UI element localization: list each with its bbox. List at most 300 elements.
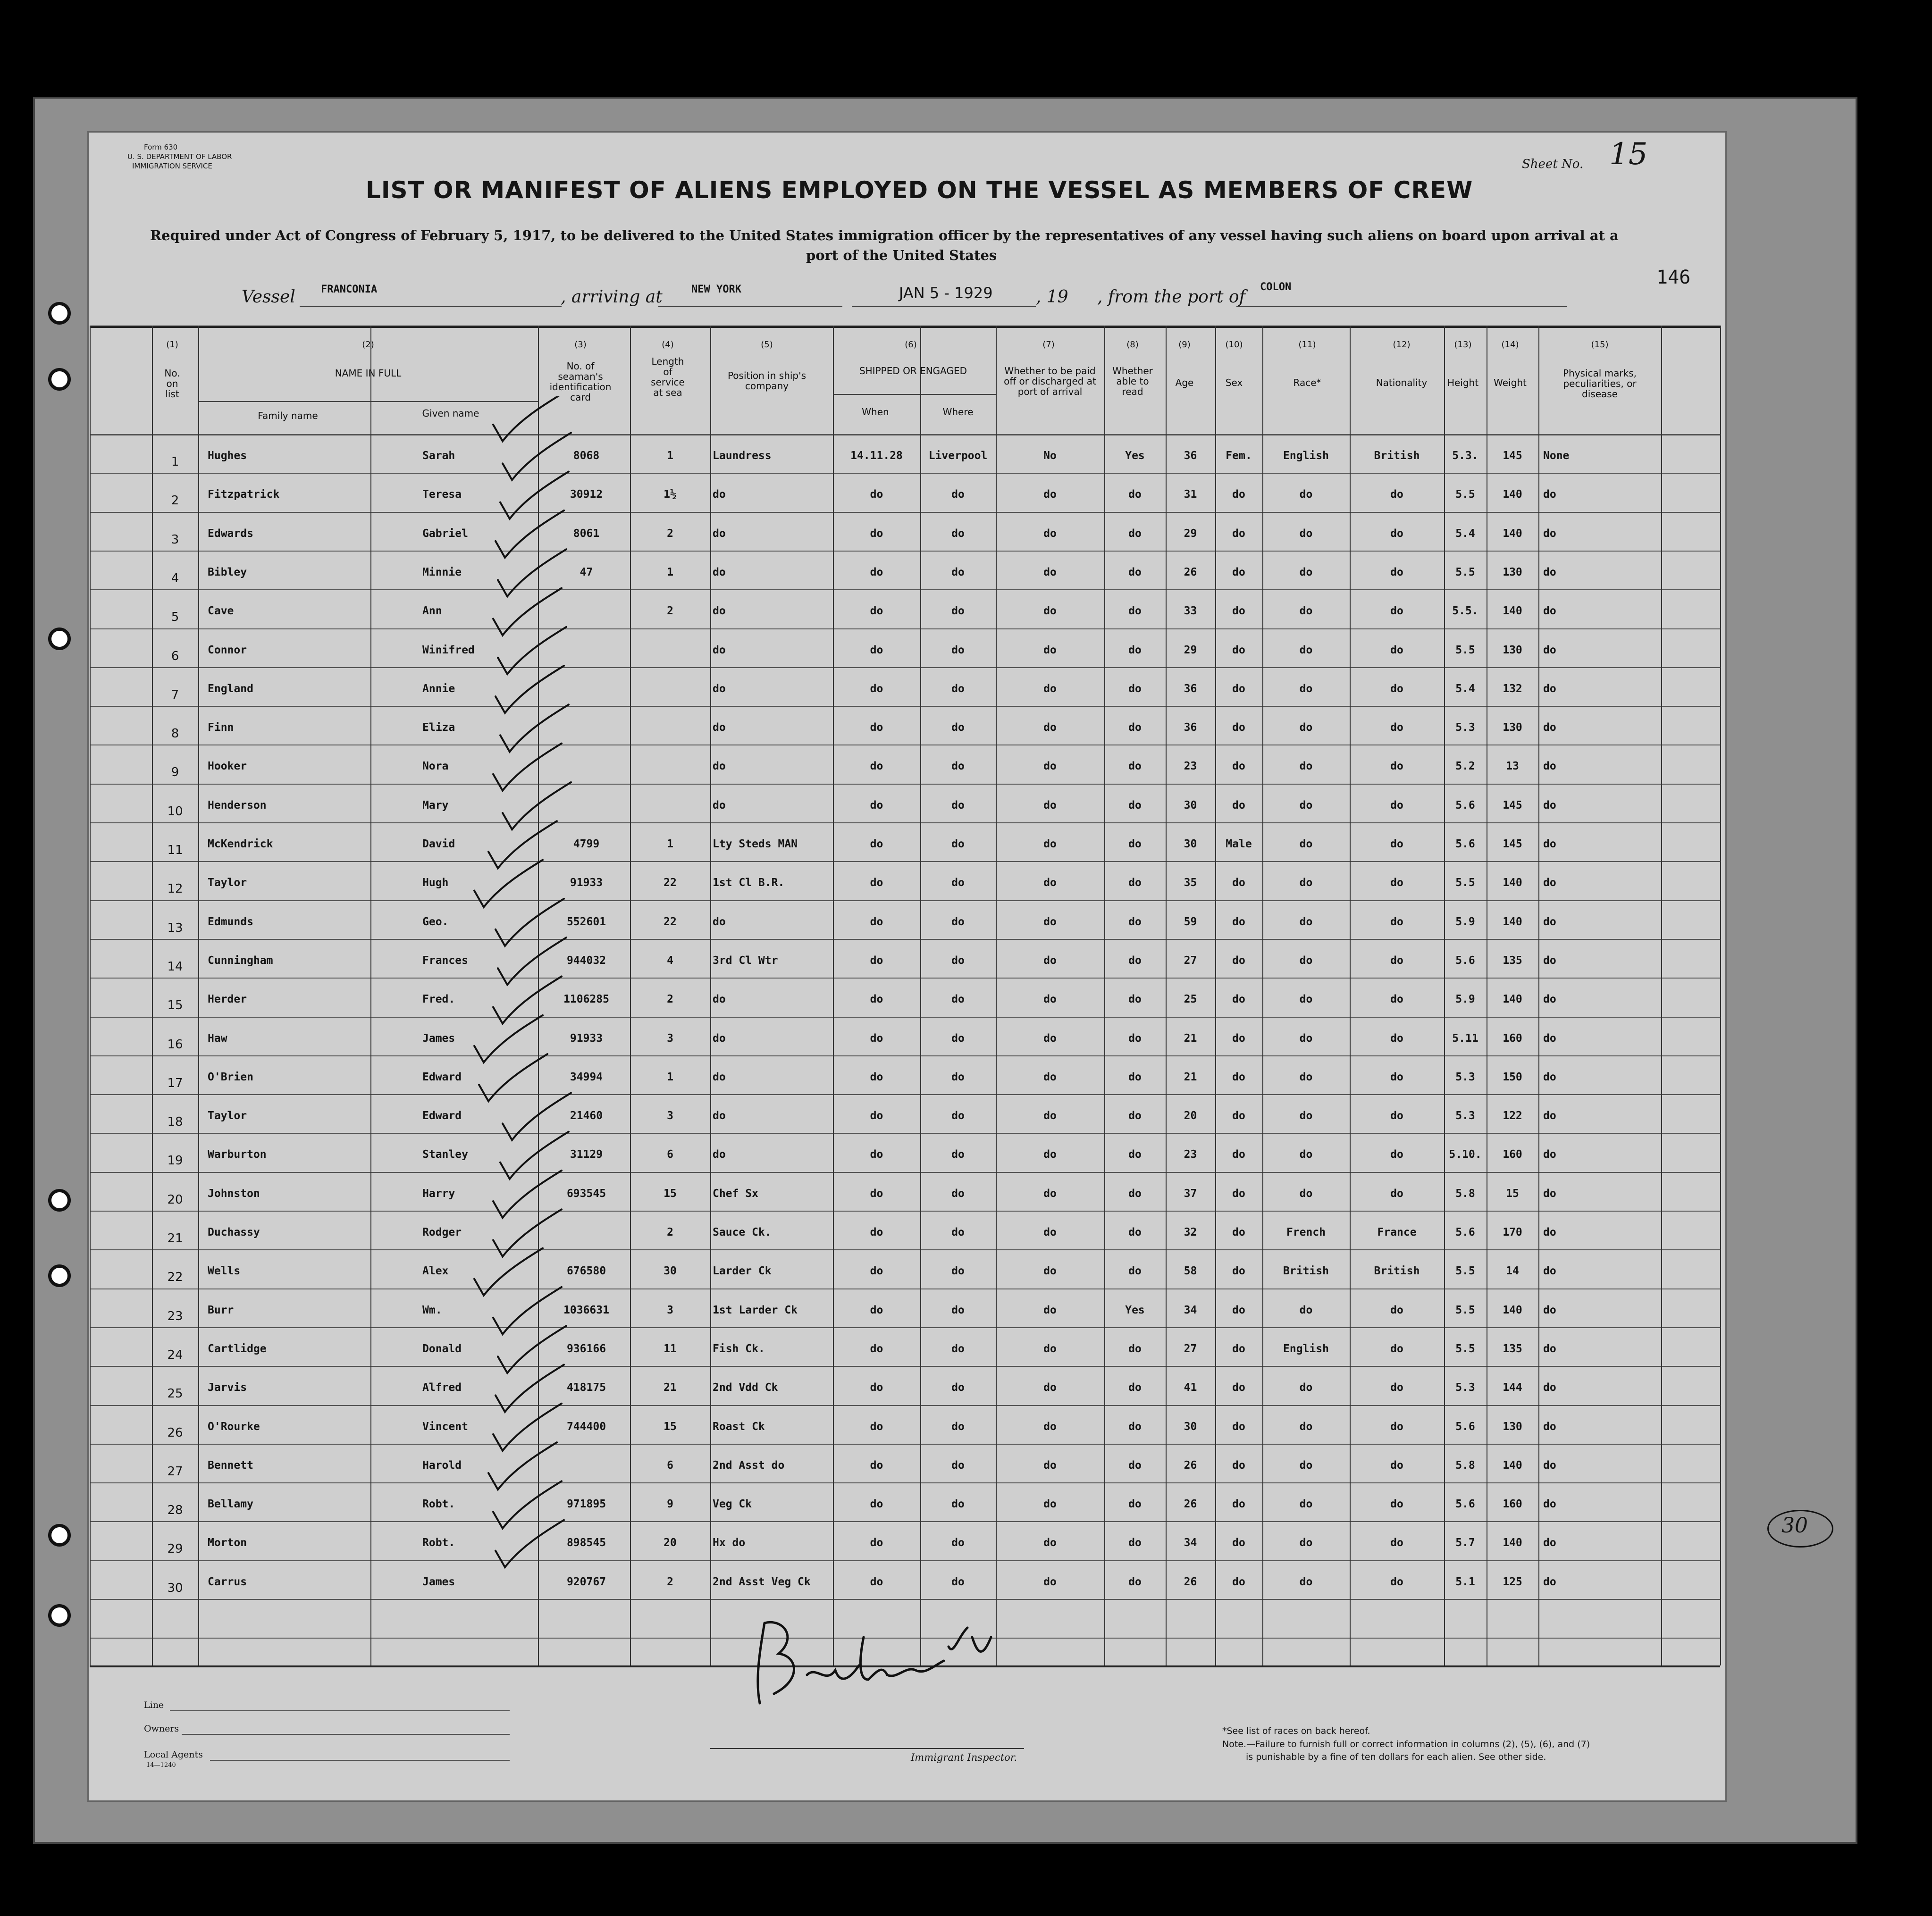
physical-marks: do	[1543, 682, 1556, 695]
nationality: do	[1390, 1498, 1403, 1511]
nationality: do	[1390, 954, 1403, 967]
service-length: 4	[667, 954, 673, 967]
paid-off: do	[1043, 1381, 1057, 1394]
able-to-read: do	[1128, 877, 1142, 889]
shipped-when: 14.11.28	[850, 450, 903, 462]
able-to-read: do	[1128, 1575, 1142, 1588]
shipped-where: do	[951, 1381, 965, 1394]
id-card: 418175	[566, 1381, 606, 1394]
given-name: David	[422, 838, 455, 850]
shipped-where: do	[951, 605, 965, 618]
weight: 15	[1506, 1187, 1519, 1200]
page-number: 146	[1656, 267, 1691, 288]
service-length: 21	[664, 1381, 677, 1394]
race: do	[1299, 721, 1313, 734]
binder-hole	[48, 368, 71, 391]
sex: do	[1232, 488, 1245, 501]
shipped-where: Liverpool	[928, 450, 988, 462]
nationality: do	[1390, 1032, 1403, 1045]
paid-off: do	[1043, 644, 1057, 656]
from-label: , from the port of	[1097, 287, 1245, 307]
age: 26	[1184, 566, 1197, 578]
age: 27	[1184, 954, 1197, 967]
height: 5.3.	[1452, 450, 1478, 462]
col-head-6: SHIPPED OR ENGAGED	[859, 365, 967, 377]
nationality: do	[1390, 1420, 1403, 1433]
id-card: 552601	[566, 915, 606, 928]
shipped-where: do	[951, 1187, 965, 1200]
nationality: do	[1390, 799, 1403, 812]
age: 37	[1184, 1187, 1197, 1200]
age: 30	[1184, 1420, 1197, 1433]
shipped-when: do	[870, 1420, 883, 1433]
paid-off: do	[1043, 993, 1057, 1006]
height: 5.5	[1455, 566, 1475, 578]
race: do	[1299, 1110, 1313, 1122]
weight: 125	[1503, 1575, 1522, 1588]
age: 36	[1184, 450, 1197, 462]
row-number: 17	[167, 1076, 183, 1090]
id-card: 744400	[566, 1420, 606, 1433]
race: do	[1299, 1187, 1313, 1200]
sex: do	[1232, 1342, 1245, 1355]
family-name: Johnston	[208, 1187, 260, 1200]
weight: 130	[1503, 721, 1522, 734]
sheet-number: 15	[1609, 137, 1648, 172]
family-name: Burr	[208, 1304, 234, 1316]
shipped-when: do	[870, 1071, 883, 1083]
family-name: Cunningham	[208, 954, 273, 967]
given-name: Gabriel	[422, 527, 468, 540]
position: Sauce Ck.	[713, 1226, 772, 1238]
able-to-read: Yes	[1125, 1304, 1145, 1316]
shipped-when: do	[870, 838, 883, 850]
family-name: Cave	[208, 605, 234, 618]
race: do	[1299, 605, 1313, 618]
able-to-read: do	[1128, 1110, 1142, 1122]
nationality: do	[1390, 1459, 1403, 1472]
weight: 160	[1503, 1148, 1522, 1161]
nationality: do	[1390, 915, 1403, 928]
id-card: 1106285	[563, 993, 609, 1006]
col-sub-family: Family name	[258, 410, 318, 421]
shipped-where: do	[951, 799, 965, 812]
id-card: 8068	[573, 450, 600, 462]
weight: 140	[1503, 1459, 1522, 1472]
race: do	[1299, 799, 1313, 812]
arriving-label: , arriving at	[561, 287, 663, 307]
sex: do	[1232, 1071, 1245, 1083]
sex: do	[1232, 915, 1245, 928]
sex: do	[1232, 760, 1245, 773]
age: 21	[1184, 1071, 1197, 1083]
id-card: 4799	[573, 838, 600, 850]
shipped-when: do	[870, 877, 883, 889]
service-length: 11	[664, 1342, 677, 1355]
row-number: 16	[167, 1037, 183, 1052]
row-number: 7	[171, 687, 179, 702]
shipped-where: do	[951, 915, 965, 928]
year-label: , 19	[1036, 287, 1068, 307]
shipped-where: do	[951, 1498, 965, 1511]
footer-line-label: Line	[144, 1700, 164, 1710]
binder-hole	[48, 1604, 71, 1627]
position: do	[713, 1071, 726, 1083]
position: Veg Ck	[713, 1498, 752, 1511]
nationality: do	[1390, 1071, 1403, 1083]
weight: 145	[1503, 450, 1522, 462]
physical-marks: do	[1543, 1459, 1556, 1472]
able-to-read: do	[1128, 566, 1142, 578]
position: do	[713, 1032, 726, 1045]
position: do	[713, 527, 726, 540]
age: 21	[1184, 1032, 1197, 1045]
family-name: Connor	[208, 644, 247, 656]
family-name: Edwards	[208, 527, 253, 540]
row-number: 25	[167, 1387, 183, 1401]
shipped-where: do	[951, 1304, 965, 1316]
col-num-5: (5)	[761, 340, 773, 350]
height: 5.5.	[1452, 605, 1478, 618]
footer-note2: Note.—Failure to furnish full or correct information in columns (2), (5), (6), and (7)	[1222, 1739, 1590, 1749]
service-length: 15	[664, 1187, 677, 1200]
age: 36	[1184, 721, 1197, 734]
family-name: Bibley	[208, 566, 247, 578]
shipped-where: do	[951, 954, 965, 967]
service-length: 3	[667, 1110, 673, 1122]
col-sub-given: Given name	[422, 408, 479, 419]
row-number: 14	[167, 959, 183, 974]
sheet-label: Sheet No.	[1522, 157, 1584, 171]
position: 2nd Vdd Ck	[713, 1381, 778, 1394]
race: do	[1299, 1304, 1313, 1316]
height: 5.10.	[1449, 1148, 1482, 1161]
row-number: 4	[171, 571, 179, 586]
physical-marks: do	[1543, 605, 1556, 618]
col-head-14: Weight	[1494, 377, 1527, 388]
given-name: Fred.	[422, 993, 455, 1006]
row-number: 1	[171, 455, 179, 469]
row-number: 21	[167, 1231, 183, 1246]
sex: do	[1232, 877, 1245, 889]
weight: 150	[1503, 1071, 1522, 1083]
position: do	[713, 1148, 726, 1161]
weight: 160	[1503, 1498, 1522, 1511]
shipped-when: do	[870, 1032, 883, 1045]
age: 29	[1184, 644, 1197, 656]
id-card: 936166	[566, 1342, 606, 1355]
weight: 122	[1503, 1110, 1522, 1122]
position: do	[713, 721, 726, 734]
position: 2nd Asst Veg Ck	[713, 1575, 811, 1588]
service-length: 1½	[664, 488, 677, 501]
given-name: Annie	[422, 682, 455, 695]
row-number: 29	[167, 1542, 183, 1556]
shipped-when: do	[870, 1537, 883, 1549]
race: English	[1283, 1342, 1329, 1355]
page-title: LIST OR MANIFEST OF ALIENS EMPLOYED ON THE VESSEL AS MEMBERS OF CREW	[366, 176, 1473, 204]
race: do	[1299, 1537, 1313, 1549]
nationality: do	[1390, 993, 1403, 1006]
family-name: Hughes	[208, 450, 247, 462]
sex: do	[1232, 721, 1245, 734]
nationality: do	[1390, 1575, 1403, 1588]
physical-marks: do	[1543, 566, 1556, 578]
height: 5.9	[1455, 915, 1475, 928]
shipped-when: do	[870, 1304, 883, 1316]
shipped-where: do	[951, 1420, 965, 1433]
weight: 140	[1503, 915, 1522, 928]
shipped-when: do	[870, 1342, 883, 1355]
inspector-signature	[746, 1609, 1019, 1717]
row-number: 2	[171, 494, 179, 508]
col-num-9: (9)	[1178, 340, 1191, 350]
nationality: do	[1390, 605, 1403, 618]
age: 23	[1184, 760, 1197, 773]
footer-form-code: 14—1240	[146, 1762, 176, 1769]
sex: do	[1232, 1187, 1245, 1200]
able-to-read: do	[1128, 1071, 1142, 1083]
able-to-read: do	[1128, 721, 1142, 734]
shipped-when: do	[870, 760, 883, 773]
age: 27	[1184, 1342, 1197, 1355]
shipped-when: do	[870, 1226, 883, 1238]
age: 20	[1184, 1110, 1197, 1122]
physical-marks: do	[1543, 1381, 1556, 1394]
able-to-read: do	[1128, 1032, 1142, 1045]
paid-off: do	[1043, 1304, 1057, 1316]
age: 34	[1184, 1537, 1197, 1549]
race: do	[1299, 1032, 1313, 1045]
sex: do	[1232, 1032, 1245, 1045]
nationality: do	[1390, 644, 1403, 656]
position: 3rd Cl Wtr	[713, 954, 778, 967]
able-to-read: do	[1128, 1148, 1142, 1161]
able-to-read: do	[1128, 1459, 1142, 1472]
weight: 130	[1503, 1420, 1522, 1433]
age: 41	[1184, 1381, 1197, 1394]
weight: 135	[1503, 954, 1522, 967]
service-length: 2	[667, 1575, 673, 1588]
race: do	[1299, 915, 1313, 928]
footer-note3: is punishable by a fine of ten dollars for each alien. See other side.	[1246, 1752, 1546, 1762]
family-name: Edmunds	[208, 915, 253, 928]
race: do	[1299, 488, 1313, 501]
service-length: 1	[667, 838, 673, 850]
sex: do	[1232, 1226, 1245, 1238]
physical-marks: do	[1543, 993, 1556, 1006]
height: 5.6	[1455, 838, 1475, 850]
service-length: 2	[667, 1226, 673, 1238]
service-length: 6	[667, 1148, 673, 1161]
service-length: 15	[664, 1420, 677, 1433]
family-name: Morton	[208, 1537, 247, 1549]
paid-off: do	[1043, 682, 1057, 695]
paid-off: do	[1043, 1110, 1057, 1122]
family-name: England	[208, 682, 253, 695]
nationality: do	[1390, 760, 1403, 773]
service-length: 6	[667, 1459, 673, 1472]
race: do	[1299, 1381, 1313, 1394]
physical-marks: do	[1543, 1110, 1556, 1122]
inspector-label: Immigrant Inspector.	[911, 1752, 1017, 1763]
shipped-where: do	[951, 1226, 965, 1238]
service-length: 2	[667, 993, 673, 1006]
age: 26	[1184, 1575, 1197, 1588]
height: 5.3	[1455, 721, 1475, 734]
paid-off: do	[1043, 1498, 1057, 1511]
race: do	[1299, 566, 1313, 578]
height: 5.5	[1455, 1342, 1475, 1355]
paid-off: do	[1043, 1575, 1057, 1588]
service-length: 3	[667, 1304, 673, 1316]
height: 5.3	[1455, 1110, 1475, 1122]
sex: do	[1232, 682, 1245, 695]
physical-marks: do	[1543, 1498, 1556, 1511]
able-to-read: do	[1128, 1420, 1142, 1433]
physical-marks: do	[1543, 1575, 1556, 1588]
sex: do	[1232, 1420, 1245, 1433]
shipped-where: do	[951, 721, 965, 734]
shipped-where: do	[951, 1265, 965, 1278]
nationality: do	[1390, 877, 1403, 889]
race: do	[1299, 1575, 1313, 1588]
sex: do	[1232, 1575, 1245, 1588]
shipped-when: do	[870, 682, 883, 695]
able-to-read: do	[1128, 644, 1142, 656]
age: 29	[1184, 527, 1197, 540]
family-name: Taylor	[208, 1110, 247, 1122]
col-num-11: (11)	[1298, 340, 1316, 350]
physical-marks: do	[1543, 721, 1556, 734]
id-card: 944032	[566, 954, 606, 967]
family-name: Cartlidge	[208, 1342, 267, 1355]
binder-hole	[48, 1189, 71, 1212]
row-number: 5	[171, 610, 179, 625]
age: 34	[1184, 1304, 1197, 1316]
weight: 140	[1503, 877, 1522, 889]
paid-off: do	[1043, 799, 1057, 812]
row-number: 28	[167, 1503, 183, 1518]
paid-off: No	[1043, 450, 1057, 462]
given-name: Harold	[422, 1459, 462, 1472]
sex: do	[1232, 1265, 1245, 1278]
family-name: Bennett	[208, 1459, 253, 1472]
able-to-read: do	[1128, 488, 1142, 501]
height: 5.6	[1455, 1498, 1475, 1511]
service-length: 22	[664, 877, 677, 889]
physical-marks: do	[1543, 1148, 1556, 1161]
paid-off: do	[1043, 527, 1057, 540]
row-number: 9	[171, 765, 179, 780]
sex: do	[1232, 799, 1245, 812]
shipped-when: do	[870, 1265, 883, 1278]
col-num-8: (8)	[1126, 340, 1139, 350]
race: do	[1299, 877, 1313, 889]
given-name: Robt.	[422, 1498, 455, 1511]
race: French	[1286, 1226, 1326, 1238]
binder-hole	[48, 1524, 71, 1547]
race: do	[1299, 1420, 1313, 1433]
able-to-read: do	[1128, 799, 1142, 812]
weight: 132	[1503, 682, 1522, 695]
weight: 160	[1503, 1032, 1522, 1045]
given-name: Harry	[422, 1187, 455, 1200]
height: 5.9	[1455, 993, 1475, 1006]
family-name: Haw	[208, 1032, 227, 1045]
weight: 135	[1503, 1342, 1522, 1355]
nationality: do	[1390, 1342, 1403, 1355]
physical-marks: None	[1543, 450, 1570, 462]
arrival-date: JAN 5 - 1929	[899, 284, 993, 302]
col-head-4: Length of service at sea	[651, 356, 685, 398]
shipped-where: do	[951, 488, 965, 501]
race: do	[1299, 1459, 1313, 1472]
sex: do	[1232, 527, 1245, 540]
race: do	[1299, 954, 1313, 967]
family-name: Henderson	[208, 799, 267, 812]
physical-marks: do	[1543, 1071, 1556, 1083]
form-number: Form 630	[144, 143, 178, 151]
physical-marks: do	[1543, 954, 1556, 967]
given-name: Geo.	[422, 915, 449, 928]
age: 31	[1184, 488, 1197, 501]
weight: 140	[1503, 605, 1522, 618]
weight: 170	[1503, 1226, 1522, 1238]
sex: do	[1232, 1459, 1245, 1472]
sex: do	[1232, 1304, 1245, 1316]
age: 32	[1184, 1226, 1197, 1238]
shipped-where: do	[951, 760, 965, 773]
age: 30	[1184, 799, 1197, 812]
height: 5.4	[1455, 682, 1475, 695]
col-num-13: (13)	[1454, 340, 1472, 350]
col-num-2: (2)	[362, 340, 374, 350]
position: Roast Ck	[713, 1420, 765, 1433]
able-to-read: do	[1128, 605, 1142, 618]
shipped-when: do	[870, 1110, 883, 1122]
col-num-12: (12)	[1393, 340, 1411, 350]
paid-off: do	[1043, 1537, 1057, 1549]
weight: 145	[1503, 838, 1522, 850]
given-name: James	[422, 1575, 455, 1588]
height: 5.7	[1455, 1537, 1475, 1549]
sex: do	[1232, 993, 1245, 1006]
shipped-where: do	[951, 1575, 965, 1588]
shipped-when: do	[870, 1381, 883, 1394]
service-length: 30	[664, 1265, 677, 1278]
physical-marks: do	[1543, 644, 1556, 656]
department: U. S. DEPARTMENT OF LABOR	[127, 152, 232, 161]
age: 30	[1184, 838, 1197, 850]
shipped-where: do	[951, 682, 965, 695]
paid-off: do	[1043, 1032, 1057, 1045]
given-name: Minnie	[422, 566, 462, 578]
service-length: 1	[667, 1071, 673, 1083]
age: 26	[1184, 1498, 1197, 1511]
paid-off: do	[1043, 1187, 1057, 1200]
col-head-13: Height	[1447, 377, 1479, 388]
weight: 140	[1503, 527, 1522, 540]
physical-marks: do	[1543, 1226, 1556, 1238]
physical-marks: do	[1543, 1187, 1556, 1200]
nationality: do	[1390, 682, 1403, 695]
nationality: do	[1390, 1537, 1403, 1549]
able-to-read: do	[1128, 682, 1142, 695]
family-name: Wells	[208, 1265, 241, 1278]
physical-marks: do	[1543, 1032, 1556, 1045]
shipped-where: do	[951, 1032, 965, 1045]
